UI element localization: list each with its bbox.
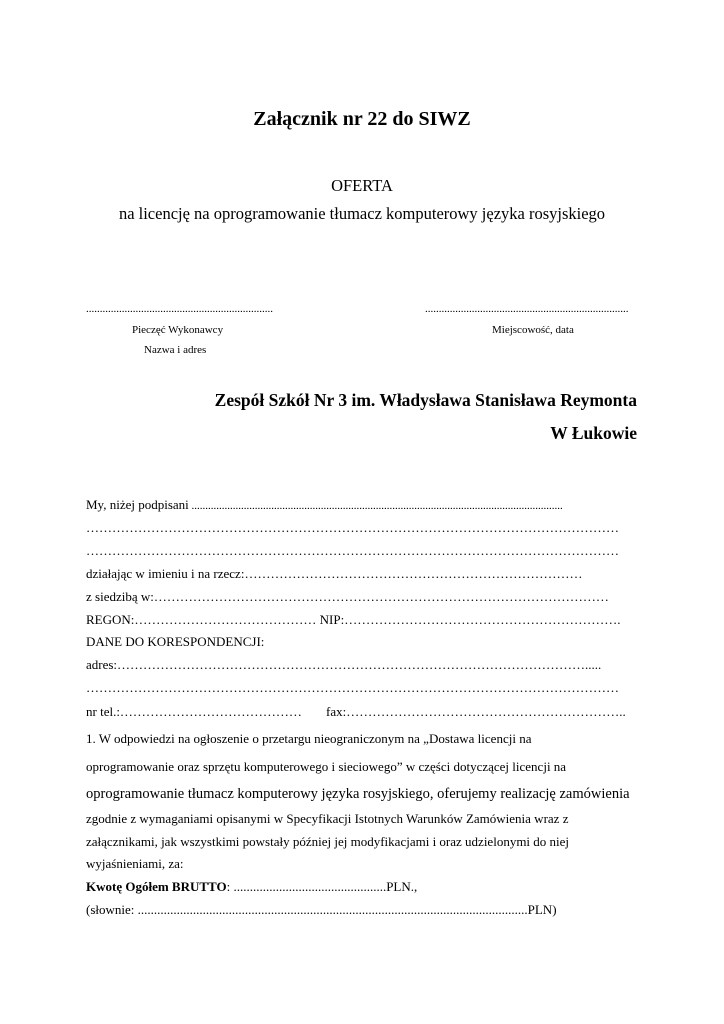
paragraph-line-6: wyjaśnieniami, za: [86, 856, 184, 871]
paragraph-line-2: oprogramowanie oraz sprzętu komputerowego i sieciowego” w części dotyczącej licencji na [86, 759, 567, 774]
correspondence-heading: DANE DO KORESPONDENCJI: [86, 634, 265, 649]
gross-amount-field: : ...............................................PLN., [226, 879, 418, 894]
paragraph-line-4: zgodnie z wymaganiami opisanymi w Specyfikacji Istotnych Warunków Zamówienia wraz z [86, 811, 569, 826]
offer-subtitle: na licencję na oprogramowanie tłumacz komputerowy języka rosyjskiego [118, 204, 606, 223]
regon-nip-line: REGON:…………………………………… NIP:………………………………………………………. [86, 612, 621, 627]
paragraph-line-1: 1. W odpowiedzi na ogłoszenie o przetargu nieograniczonym na „Dostawa licencji na [86, 731, 532, 746]
signatories-field: ....................................................................................................................................... [188, 500, 563, 512]
recipient-school: Zespół Szkół Nr 3 im. Władysława Stanisława Reymonta [214, 390, 637, 410]
gross-amount-label: Kwotę Ogółem BRUTTO [86, 879, 227, 894]
fax-line: fax:……………………………………………………….. [326, 704, 626, 719]
address-line: adres:………………………………………………………………………………………………..... [86, 657, 602, 672]
phone-line: nr tel.:…………………………………… [86, 704, 302, 719]
blank-line-2: …………………………………………………………………………………………………………… [86, 543, 619, 558]
acting-on-behalf-line: działając w imieniu i na rzecz:…………………………………………………………………… [86, 566, 583, 581]
signatories-line [86, 497, 563, 513]
blank-line-1: …………………………………………………………………………………………………………… [86, 520, 619, 535]
seat-line: z siedzibą w:…………………………………………………………………………………………… [86, 589, 609, 604]
paragraph-line-5: załącznikami, jak wszystkimi powstały później jej modyfikacjami i oraz udzielonymi do niej [86, 834, 570, 849]
recipient-city: W Łukowie [550, 423, 637, 443]
signatories-label: My, niżej podpisani [86, 497, 189, 512]
place-date-line: .......................................................................... [425, 303, 629, 315]
name-address-label: Nazwa i adres [144, 344, 207, 356]
blank-line-3: …………………………………………………………………………………………………………… [86, 680, 619, 695]
amount-in-words-line: (słownie: ........................................................................................................................PLN) [86, 902, 557, 917]
stamp-label: Pieczęć Wykonawcy [132, 324, 224, 336]
document-title: Załącznik nr 22 do SIWZ [253, 108, 471, 130]
place-date-label: Miejscowość, data [492, 324, 574, 336]
paragraph-line-3: oprogramowanie tłumacz komputerowy języka rosyjskiego, oferujemy realizację zamówienia [86, 786, 630, 802]
stamp-signature-line: .................................................................... [86, 303, 273, 315]
offer-heading: OFERTA [331, 176, 393, 195]
gross-amount-line [86, 879, 417, 895]
